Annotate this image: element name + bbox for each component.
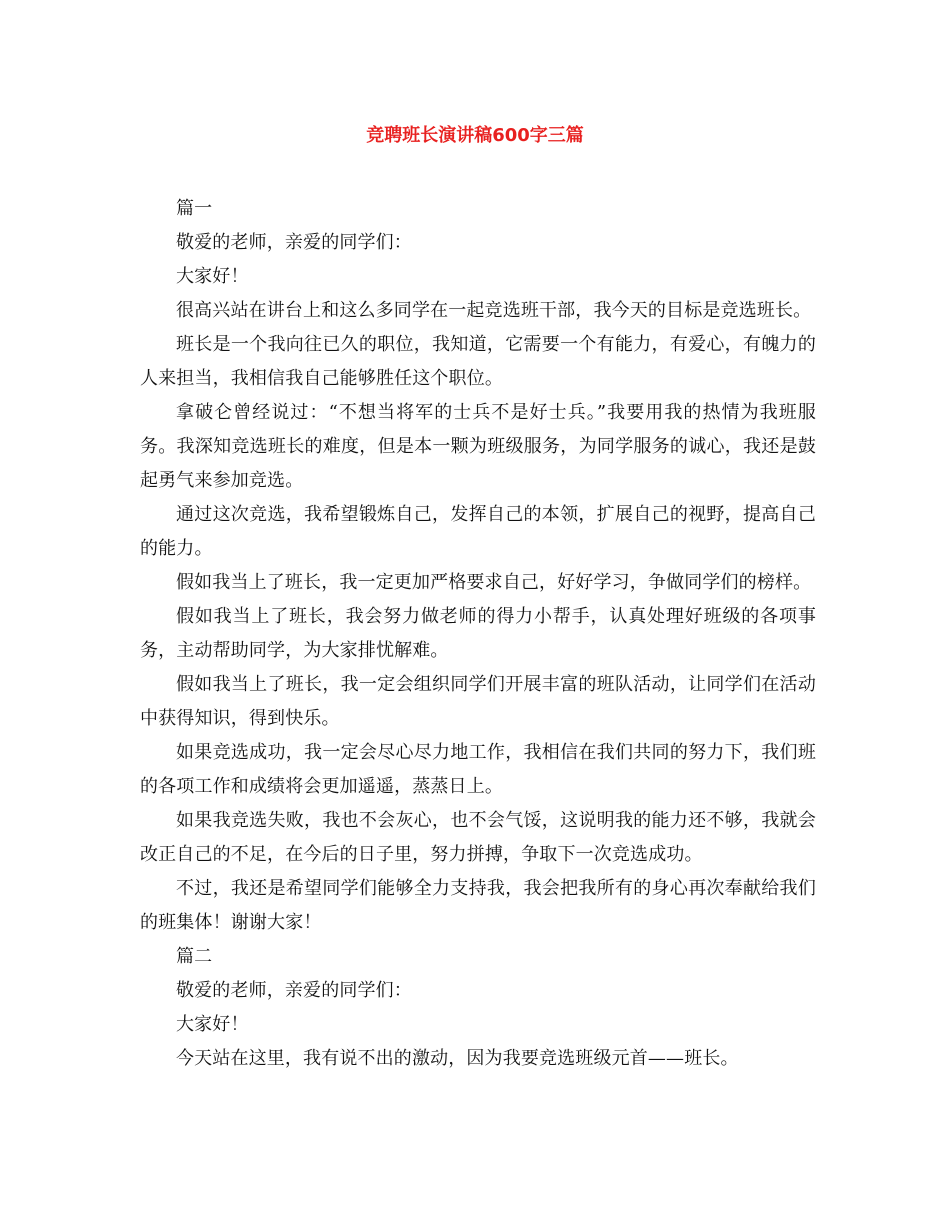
section-heading-one: 篇一 xyxy=(176,198,213,219)
paragraph: 如果我竞选失败，我也不会灰心，也不会气馁，这说明我的能力还不够，我就会改正自己的不足，在今后的日子里，努力拼搏，争取下一次竞选成功。 xyxy=(140,810,816,865)
paragraph: 假如我当上了班长，我一定更加严格要求自己，好好学习，争做同学们的榜样。 xyxy=(176,572,812,593)
paragraph: 拿破仑曾经说过：“不想当将军的士兵不是好士兵。”我要用我的热情为我班服务。我深知竞选班长的难度，但是本一颗为班级服务，为同学服务的诚心，我还是鼓起勇气来参加竞选。 xyxy=(140,402,816,491)
paragraph: 如果竞选成功，我一定会尽心尽力地工作，我相信在我们共同的努力下，我们班的各项工作和成绩将会更加遥遥，蒸蒸日上。 xyxy=(140,742,816,797)
salutation: 敬爱的老师，亲爱的同学们： xyxy=(176,980,412,1001)
paragraph: 不过，我还是希望同学们能够全力支持我，我会把我所有的身心再次奉献给我们的班集体！谢谢大家！ xyxy=(140,878,816,933)
paragraph: 假如我当上了班长，我会努力做老师的得力小帮手，认真处理好班级的各项事务，主动帮助同学，为大家排忧解难。 xyxy=(140,606,816,661)
section-heading-two: 篇二 xyxy=(176,946,213,967)
paragraph: 通过这次竞选，我希望锻炼自己，发挥自己的本领，扩展自己的视野，提高自己的能力。 xyxy=(140,504,816,559)
paragraph: 很高兴站在讲台上和这么多同学在一起竞选班干部，我今天的目标是竞选班长。 xyxy=(176,300,812,321)
greeting: 大家好！ xyxy=(176,266,249,287)
greeting: 大家好！ xyxy=(176,1014,249,1035)
salutation: 敬爱的老师，亲爱的同学们： xyxy=(176,232,412,253)
paragraph: 班长是一个我向往已久的职位，我知道，它需要一个有能力，有爱心，有魄力的人来担当，我相信我自己能够胜任这个职位。 xyxy=(140,334,816,389)
paragraph: 假如我当上了班长，我一定会组织同学们开展丰富的班队活动，让同学们在活动中获得知识，得到快乐。 xyxy=(140,674,816,729)
document-body xyxy=(140,192,816,1076)
paragraph: 今天站在这里，我有说不出的激动，因为我要竞选班级元首——班长。 xyxy=(176,1048,739,1069)
document-title: 竞聘班长演讲稿600字三篇 xyxy=(366,125,584,146)
